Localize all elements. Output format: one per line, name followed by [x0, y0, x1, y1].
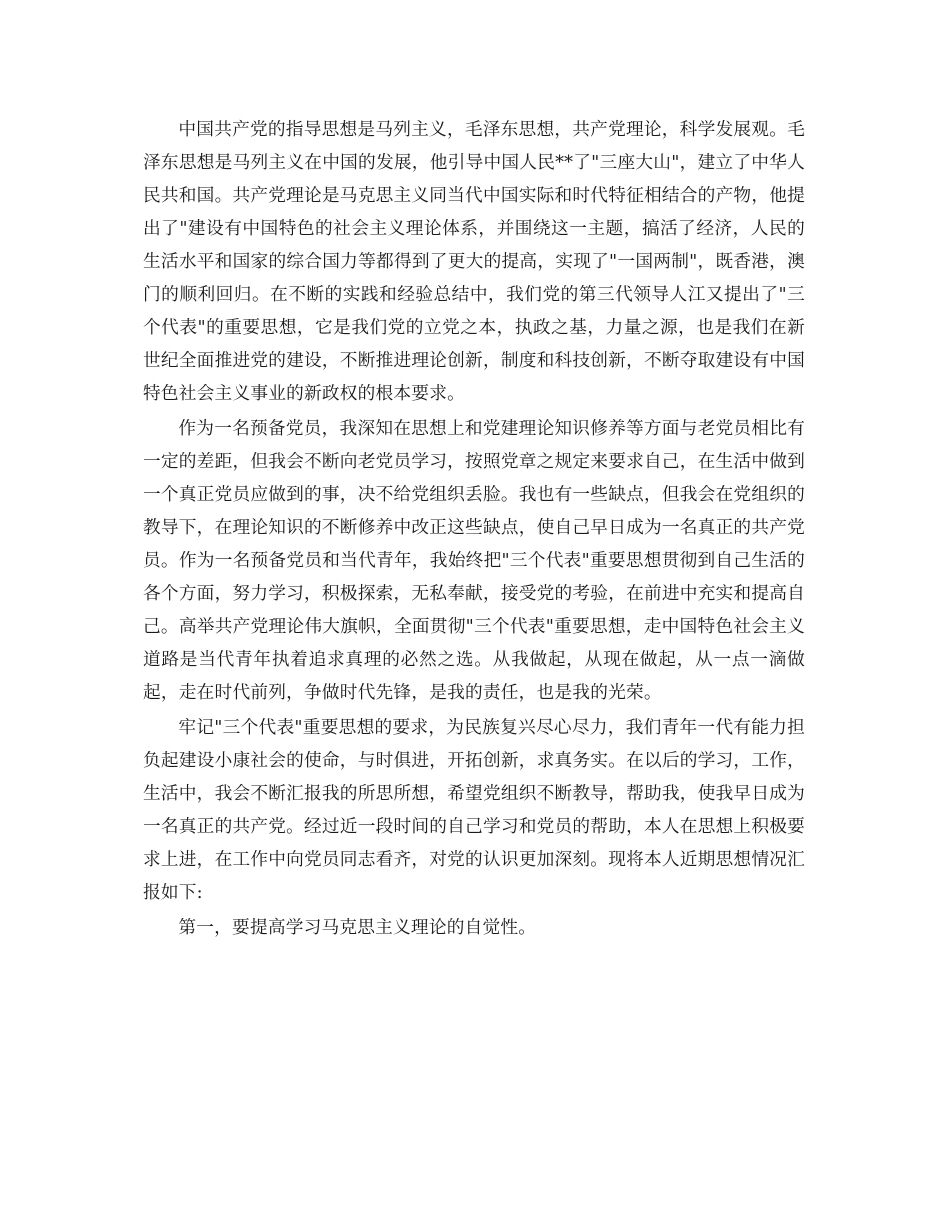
paragraph-1: 中国共产党的指导思想是马列主义，毛泽东思想，共产党理论，科学发展观。毛泽东思想是马列主义在中国的发展，他引导中国人民**了"三座大山"，建立了中华人民共和国。共产党理论是马克思主义同当代中国实际和时代特征相结合的产物，他提出了"建设有中国特色的社会主义理论体系，并围绕这一主题，搞活了经济，人民的生活水平和国家的综合国力等都得到了更大的提高，实现了"一国两制"，既香港，澳门的顺利回归。在不断的实践和经验总结中，我们党的第三代领导人江又提出了"三个代表"的重要思想，它是我们党的立党之本，执政之基，力量之源，也是我们在新世纪全面推进党的建设，不断推进理论创新，制度和科技创新，不断夺取建设有中国特色社会主义事业的新政权的根本要求。	[143, 120, 805, 404]
paragraph-3: 牢记"三个代表"重要思想的要求，为民族复兴尽心尽力，我们青年一代有能力担负起建设小康社会的使命，与时俱进，开拓创新，求真务实。在以后的学习，工作，生活中，我会不断汇报我的所思所想，希望党组织不断教导，帮助我，使我早日成为一名真正的共产党。经过近一段时间的自己学习和党员的帮助，本人在思想上积极要求上进，在工作中向党员同志看齐，对党的认识更加深刻。现将本人近期思想情况汇报如下:	[143, 718, 805, 903]
paragraph-2: 作为一名预备党员，我深知在思想上和党建理论知识修养等方面与老党员相比有一定的差距，但我会不断向老党员学习，按照党章之规定来要求自己，在生活中做到一个真正党员应做到的事，决不给党组织丢脸。我也有一些缺点，但我会在党组织的教导下，在理论知识的不断修养中改正这些缺点，使自己早日成为一名真正的共产党员。作为一名预备党员和当代青年，我始终把"三个代表"重要思想贯彻到自己生活的各个方面，努力学习，积极探索，无私奉献，接受党的考验，在前进中充实和提高自己。高举共产党理论伟大旗帜，全面贯彻"三个代表"重要思想，走中国特色社会主义道路是当代青年执着追求真理的必然之选。从我做起，从现在做起，从一点一滴做起，走在时代前列，争做时代先锋，是我的责任，也是我的光荣。	[143, 419, 805, 703]
document-body	[143, 114, 805, 945]
paragraph-4: 第一，要提高学习马克思主义理论的自觉性。	[178, 918, 537, 938]
